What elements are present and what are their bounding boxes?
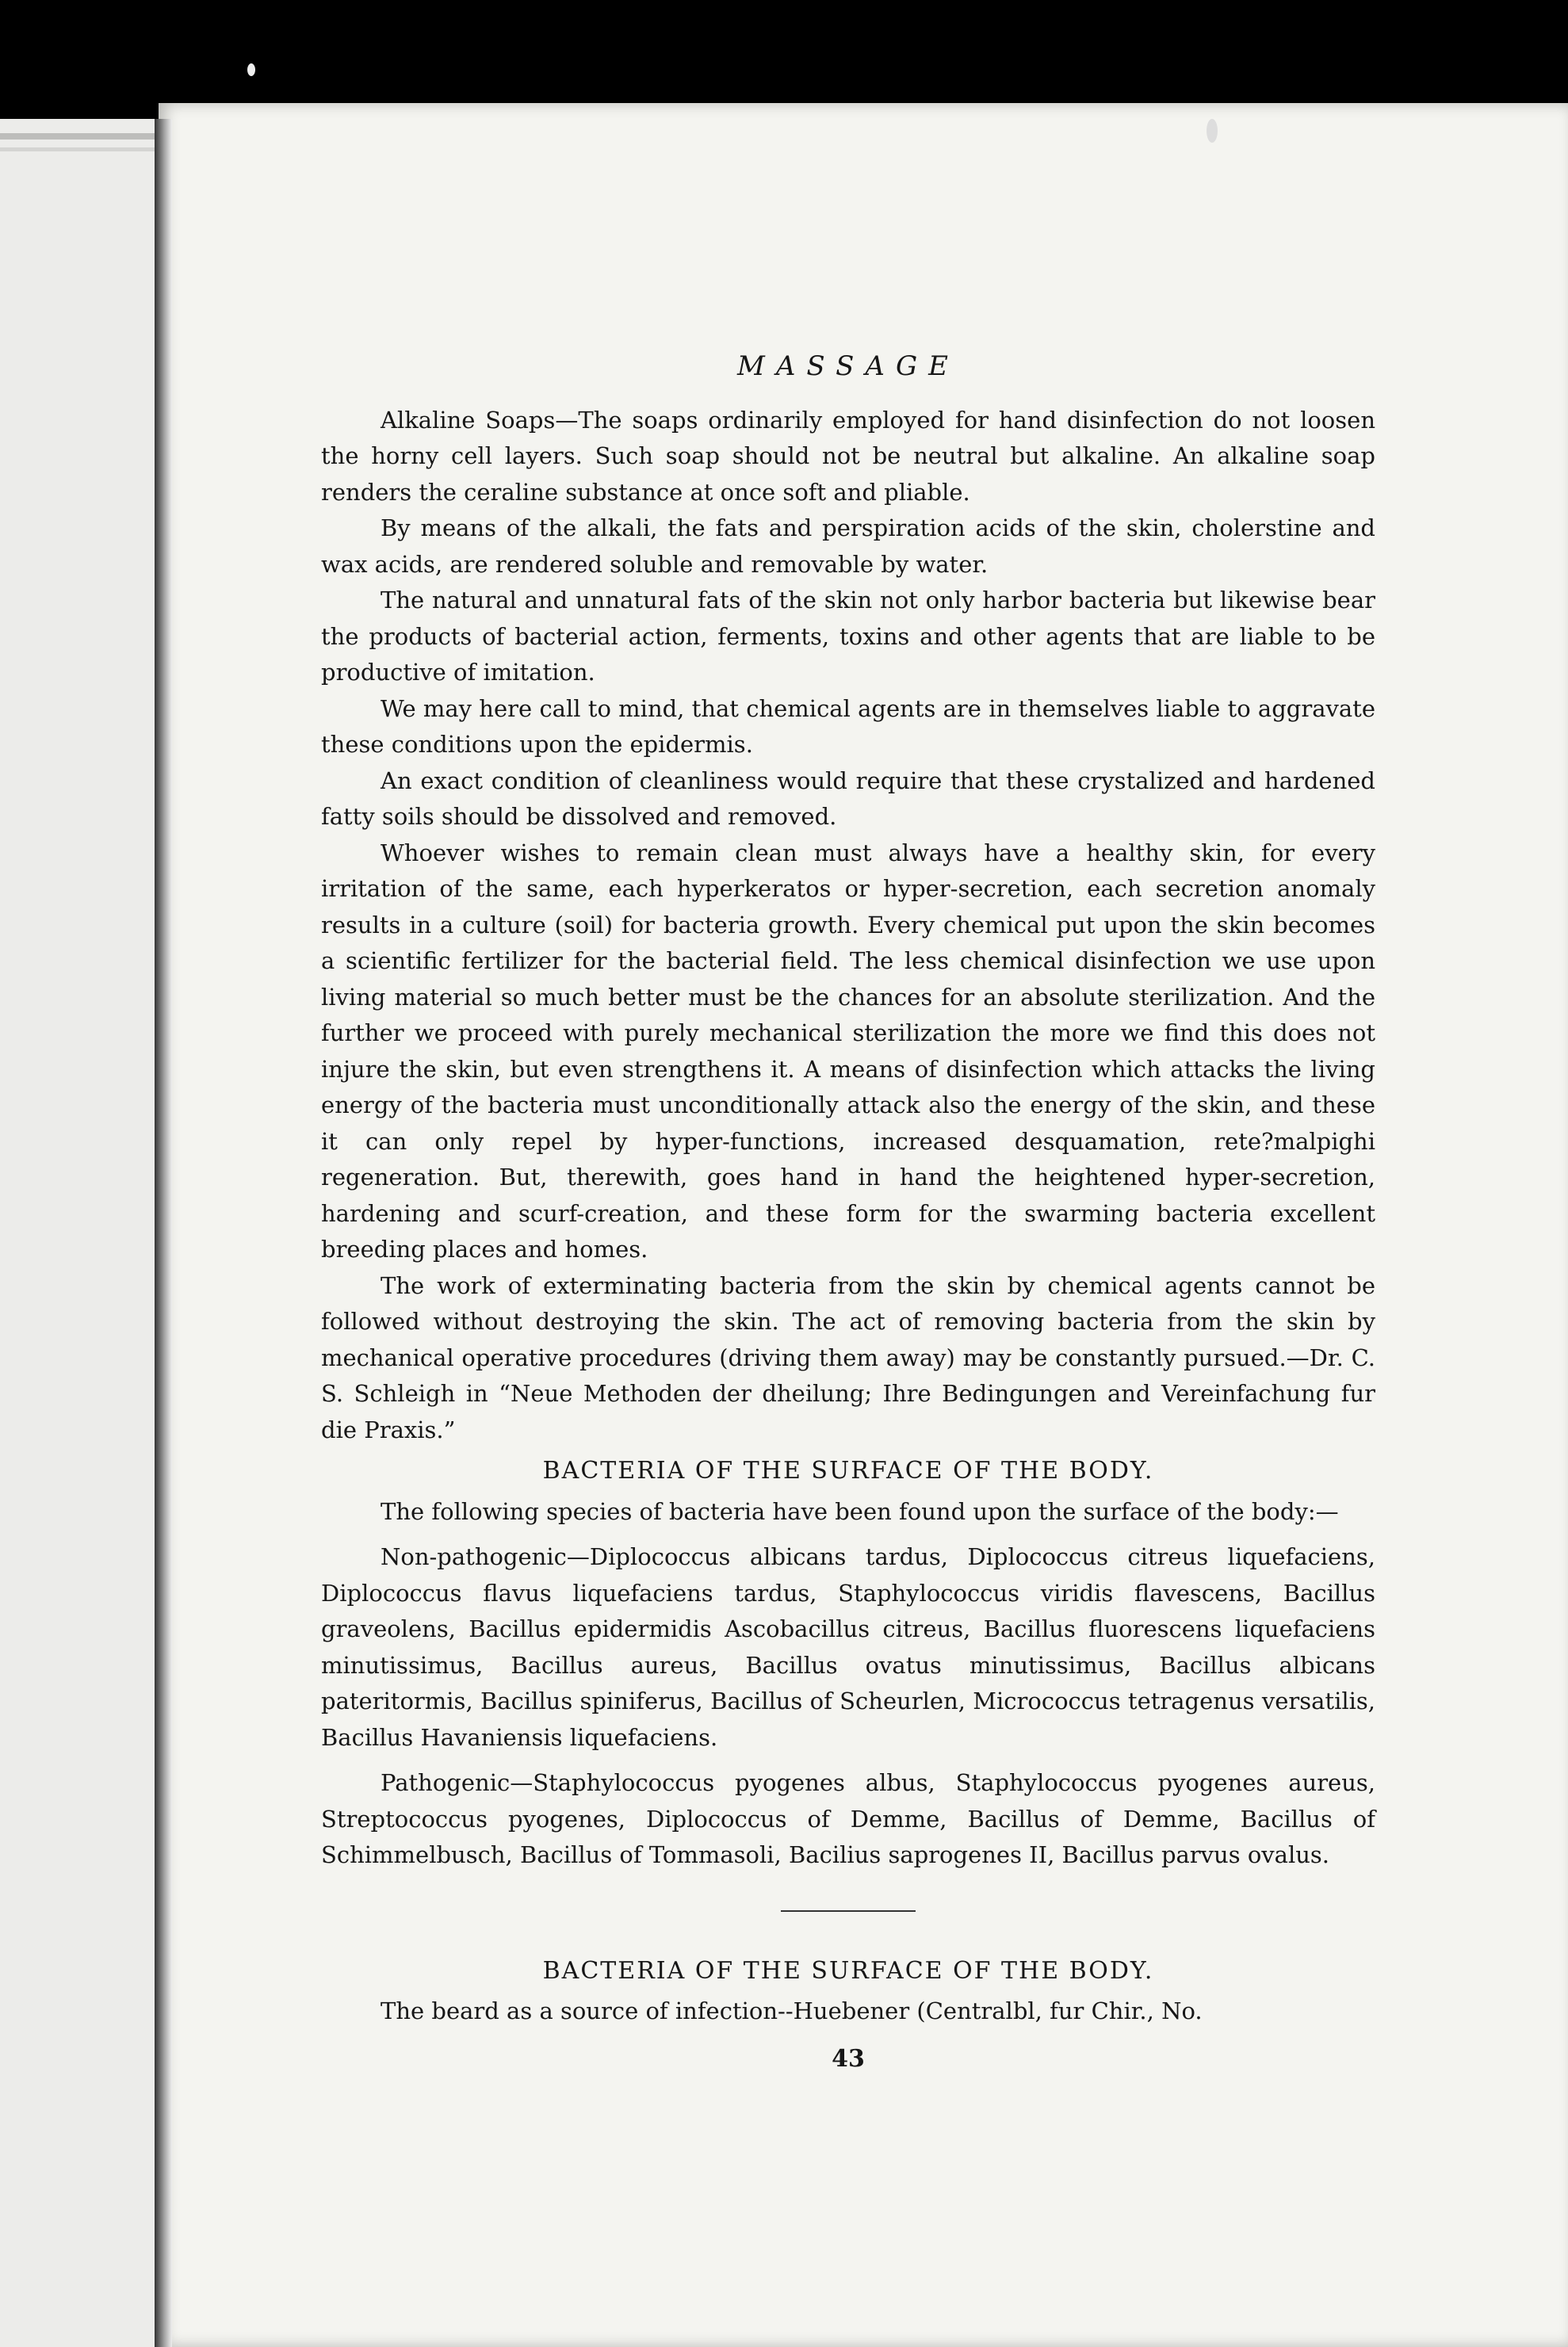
page-number: 43 xyxy=(832,2044,865,2073)
paragraph-exterminating: The work of exterminating bacteria from the skin by chemical agents cannot be followed without destroying the skin. The act of removing bacteria from the skin by mechanical operative procedures (driving them away) may be constantly pursued.—Dr. C. S. Schleigh in “Neue Methoden der dheilung; Ihre Bedingungen and Vereinfachung fur die Praxis.” xyxy=(321,1271,1375,1443)
paragraph-chemical-agents: We may here call to mind, that chemical agents are in themselves liable to aggravate these conditions upon the epidermis. xyxy=(321,694,1375,758)
paragraph-species-intro: The following species of bacteria have been found upon the surface of the body:— xyxy=(381,1497,1339,1525)
scan-speck xyxy=(247,63,255,76)
paragraph-beard: The beard as a source of infection--Huebener (Centralbl, fur Chir., No. xyxy=(381,1997,1203,2024)
section-heading: BACTERIA OF THE SURFACE OF THE BODY. xyxy=(542,1956,1154,1985)
facing-page-edge xyxy=(0,119,159,2347)
divider-rule xyxy=(781,1910,916,1912)
page-content xyxy=(321,349,1375,2077)
book-gutter xyxy=(155,119,172,2347)
section-heading: BACTERIA OF THE SURFACE OF THE BODY. xyxy=(542,1457,1154,1485)
paragraph-cleanliness: An exact condition of cleanliness would require that these crystalized and hardened fatty soils should be dissolved and removed. xyxy=(321,766,1375,830)
running-head: MASSAGE xyxy=(737,350,959,382)
scan-speck xyxy=(1207,119,1218,143)
paragraph-healthy-skin: Whoever wishes to remain clean must always have a healthy skin, for every irritation of the same, each hyperkeratos or hyper-secretion, each secretion anomaly results in a culture (soil) for bacteria growth. Every chemical put upon the skin becomes a scientific fertilizer for the bacterial field. The less chemical disinfection we use upon living material so much better must be the chances for an absolute sterilization. And the further we proceed with purely mechanical sterilization the more we find this does not injure the skin, but even strengthens it. A means of disinfection which attacks the living energy of the bacteria must unconditionally attack also the energy of the skin, and these it can only repel by hyper-functions, increased desquamation, rete?malpighi regeneration. But, therewith, goes hand in hand the heightened hyper-secretion, hardening and scurf-creation, and these form for the swarming bacteria excellent breeding places and homes. xyxy=(321,839,1375,1263)
paragraph-natural-fats: The natural and unnatural fats of the skin not only harbor bacteria but likewise bear the products of bacterial action, ferments, toxins and other agents that are liable to be productive of imitation. xyxy=(321,587,1375,686)
paragraph-pathogenic: Pathogenic—Staphylococcus pyogenes albus, Staphylococcus pyogenes aureus, Streptococcus pyogenes, Diplococcus of Demme, Bacillus of Demme, Bacillus of Schimmelbusch, Bacillus of Tommasoli, Bacilius saprogenes II, Bacillus parvus ovalus. xyxy=(321,1769,1375,1868)
paragraph-alkaline-soaps: Alkaline Soaps—The soaps ordinarily employed for hand disinfection do not loosen the horny cell layers. Such soap should not be neutral but alkaline. An alkaline soap renders the ceraline substance at once soft and pliable. xyxy=(321,406,1375,506)
paragraph-alkali: By means of the alkali, the fats and perspiration acids of the skin, cholerstine and wax acids, are rendered soluble and removable by water. xyxy=(321,514,1375,578)
paragraph-non-pathogenic: Non-pathogenic—Diplococcus albicans tardus, Diplococcus citreus liquefaciens, Diplococcus flavus liquefaciens tardus, Staphylococcus viridis flavescens, Bacillus graveolens, Bacillus epidermidis Ascobacillus citreus, Bacillus fluorescens liquefaciens minutissimus, Bacillus aureus, Bacillus ovatus minutissimus, Bacillus albicans pateritormis, Bacillus spiniferus, Bacillus of Scheurlen, Micrococcus tetragenus versatilis, Bacillus Havaniensis liquefaciens. xyxy=(321,1543,1375,1751)
